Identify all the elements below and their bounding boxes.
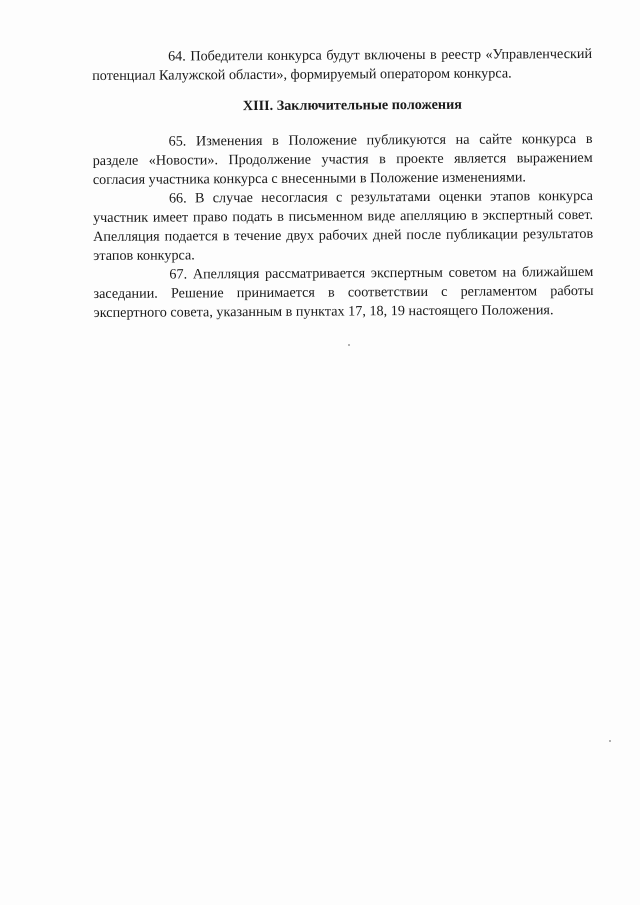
paragraph-67 <box>93 263 593 323</box>
section-heading: XIII. Заключительные положения <box>242 96 462 115</box>
paragraph-text: Изменения в Положение публикуются на сайте конкурса в разделе «Новости». Продолжение участия в проекте является выражением согласия участника конкурса с внесенными в Положение изменениями. <box>92 130 593 188</box>
document-body <box>92 45 594 323</box>
scan-speck <box>348 344 350 346</box>
paragraph-number: 66. <box>168 190 187 207</box>
paragraph-text: В случае несогласия с результатами оценки этапов конкурса участник имеет право подать в письменном виде апелляцию в экспертный совет. Апелляция подается в течение двух рабочих дней после публикации результатов этапов конкурса. <box>92 187 594 264</box>
scan-speck <box>609 740 611 742</box>
paragraph-number: 64. <box>168 48 186 65</box>
paragraph-66 <box>93 187 593 266</box>
paragraph-text: Апелляция рассматривается экспертным советом на ближайшем заседании. Решение принимается в соответствии с регламентом работы экспертного совета, указанным в пунктах 17, 18, 19 настоящего Положения. <box>93 263 594 321</box>
paragraph-text: Победители конкурса будут включены в реестр «Управленческий потенциал Калужской области», формируемый оператором конкурса. <box>92 45 593 84</box>
paragraph-65 <box>93 130 593 190</box>
paragraph-number: 67. <box>169 266 188 283</box>
paragraph-number: 65. <box>168 133 187 150</box>
paragraph-64 <box>92 45 592 86</box>
